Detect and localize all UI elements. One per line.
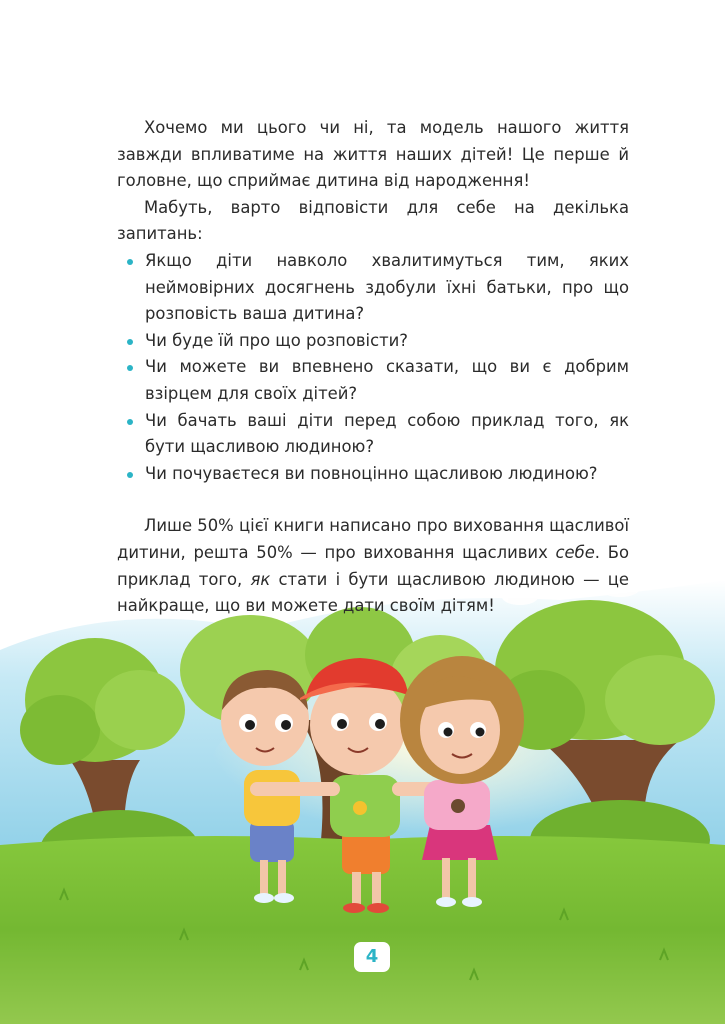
list-item: Чи почуваєтеся ви повноцінно щасливою людиною? bbox=[117, 461, 629, 488]
list-item: Чи буде їй про що розповісти? bbox=[117, 328, 629, 355]
bullet-icon bbox=[127, 259, 133, 265]
list-item: Якщо діти навколо хвалитимуться тим, яких неймовірних досягнень здобули їхні батьки, про що розповість ваша дитина? bbox=[117, 248, 629, 328]
paragraph-conclusion: Лише 50% цієї книги написано про виховання щасливої дитини, решта 50% — про виховання щасливих себе. Бо приклад того, як стати і бути щасливою людиною — це найкраще, що ви можете дати своїм дітям! bbox=[117, 516, 629, 616]
paragraph-intro: Хочемо ми цього чи ні, та модель нашого життя завжди впливатиме на життя наших дітей! Це перше й головне, що сприймає дитина від народження! bbox=[117, 118, 629, 191]
bullet-icon bbox=[127, 365, 133, 371]
page-number: 4 bbox=[354, 942, 390, 972]
bullet-icon bbox=[127, 419, 133, 425]
body-text bbox=[117, 115, 629, 620]
list-item: Чи можете ви впевнено сказати, що ви є добрим взірцем для своїх дітей? bbox=[117, 354, 629, 407]
bullet-icon bbox=[127, 472, 133, 478]
questions-list bbox=[117, 248, 629, 487]
bullet-icon bbox=[127, 339, 133, 345]
list-item: Чи бачать ваші діти перед собою приклад того, як бути щасливою людиною? bbox=[117, 408, 629, 461]
paragraph-questions-intro: Мабуть, варто відповісти для себе на декілька запитань: bbox=[117, 197, 629, 244]
